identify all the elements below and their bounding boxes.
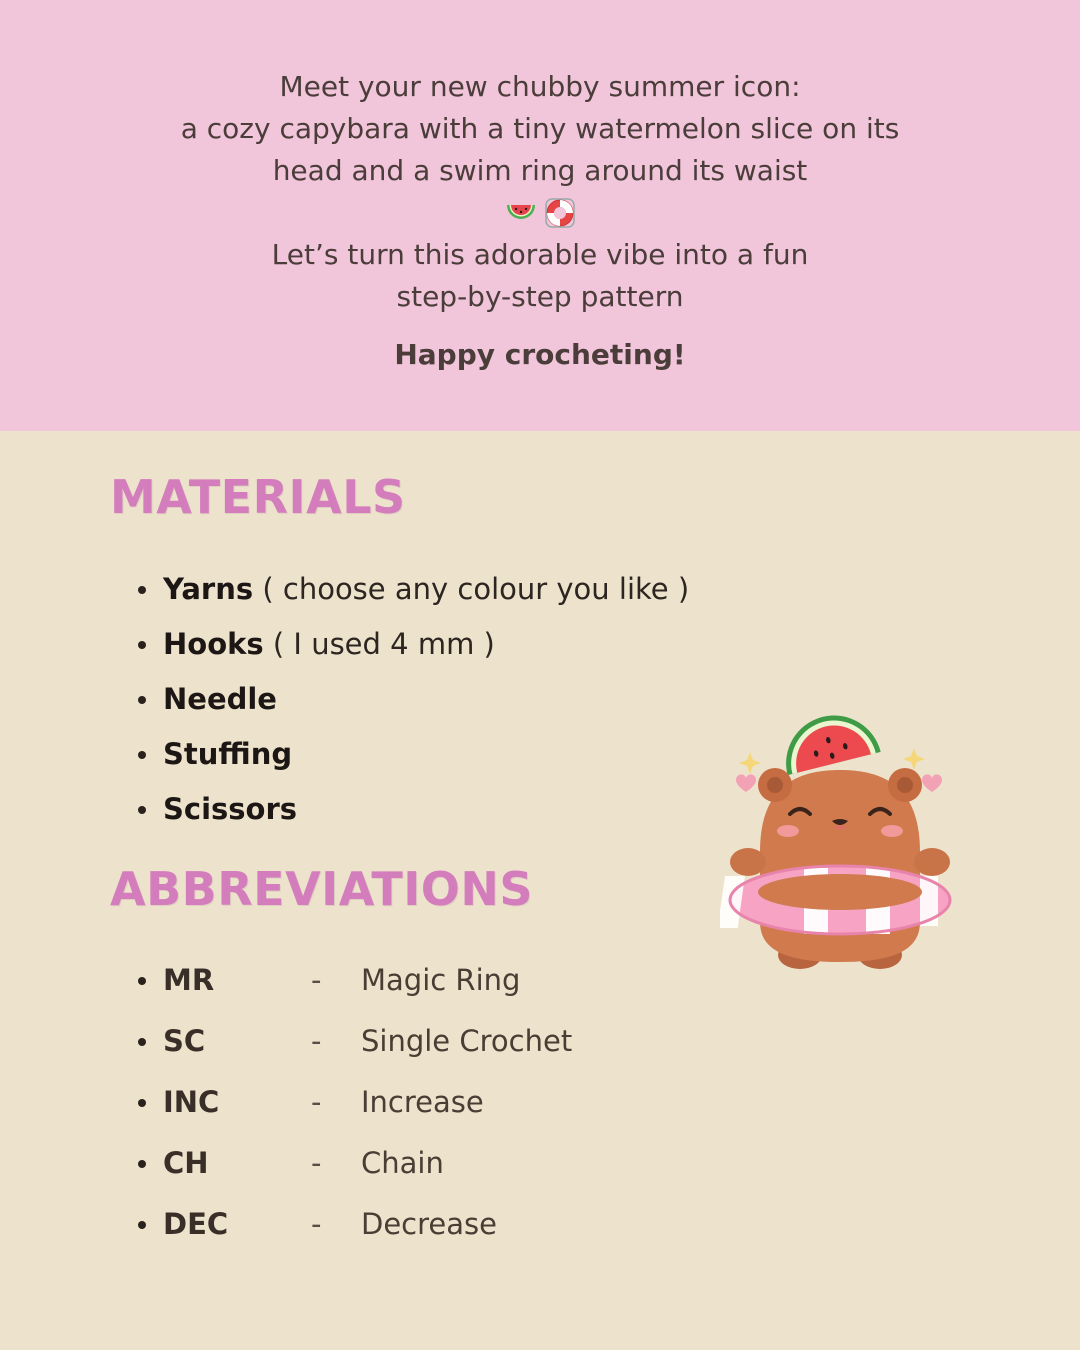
material-note: ( choose any colour you like ) <box>253 572 690 606</box>
capybara-with-watermelon-and-swim-ring-icon <box>720 712 960 977</box>
list-item <box>138 950 572 1011</box>
material-name: Needle <box>163 682 277 716</box>
materials-list <box>138 562 689 837</box>
intro-line: a cozy capybara with a tiny watermelon slice on its <box>180 112 900 145</box>
list-item <box>138 672 689 727</box>
abbreviations-list <box>138 950 572 1255</box>
list-item <box>138 1194 572 1255</box>
list-item <box>138 782 689 837</box>
abbreviations-heading: ABBREVIATIONS <box>110 862 534 916</box>
list-item <box>138 1133 572 1194</box>
intro-line: head and a swim ring around its waist <box>272 154 808 187</box>
intro-line: step-by-step pattern <box>396 280 684 313</box>
abbreviation-dash: - <box>311 963 322 997</box>
abbreviation-meaning: Single Crochet <box>361 1024 573 1058</box>
list-item <box>138 1011 572 1072</box>
intro-emoji-row <box>0 192 1080 234</box>
abbreviation-code: INC <box>163 1085 220 1119</box>
intro-line: Meet your new chubby summer icon: <box>279 70 801 103</box>
list-item <box>138 1072 572 1133</box>
material-name: Yarns <box>163 572 254 606</box>
intro-line: Let’s turn this adorable vibe into a fun <box>271 238 809 271</box>
list-item <box>138 562 689 617</box>
abbreviation-code: CH <box>163 1146 209 1180</box>
abbreviation-meaning: Increase <box>361 1085 484 1119</box>
abbreviation-dash: - <box>311 1024 322 1058</box>
closing-text: Happy crocheting! <box>394 338 686 371</box>
abbreviation-code: SC <box>163 1024 206 1058</box>
abbreviation-dash: - <box>311 1146 322 1180</box>
abbreviation-dash: - <box>311 1207 322 1241</box>
abbreviation-meaning: Chain <box>361 1146 444 1180</box>
abbreviation-meaning: Decrease <box>361 1207 497 1241</box>
abbreviation-code: DEC <box>163 1207 229 1241</box>
intro-text <box>0 66 1080 376</box>
list-item <box>138 617 689 672</box>
abbreviation-dash: - <box>311 1085 322 1119</box>
watermelon-icon <box>505 201 537 225</box>
intro-banner <box>0 0 1080 431</box>
material-note: ( I used 4 mm ) <box>263 627 495 661</box>
material-name: Hooks <box>163 627 264 661</box>
abbreviation-code: MR <box>163 963 215 997</box>
abbreviation-meaning: Magic Ring <box>361 963 521 997</box>
materials-heading: MATERIALS <box>110 470 406 524</box>
material-name: Stuffing <box>163 737 293 771</box>
lifebuoy-icon <box>545 198 575 228</box>
material-name: Scissors <box>163 792 298 826</box>
list-item <box>138 727 689 782</box>
